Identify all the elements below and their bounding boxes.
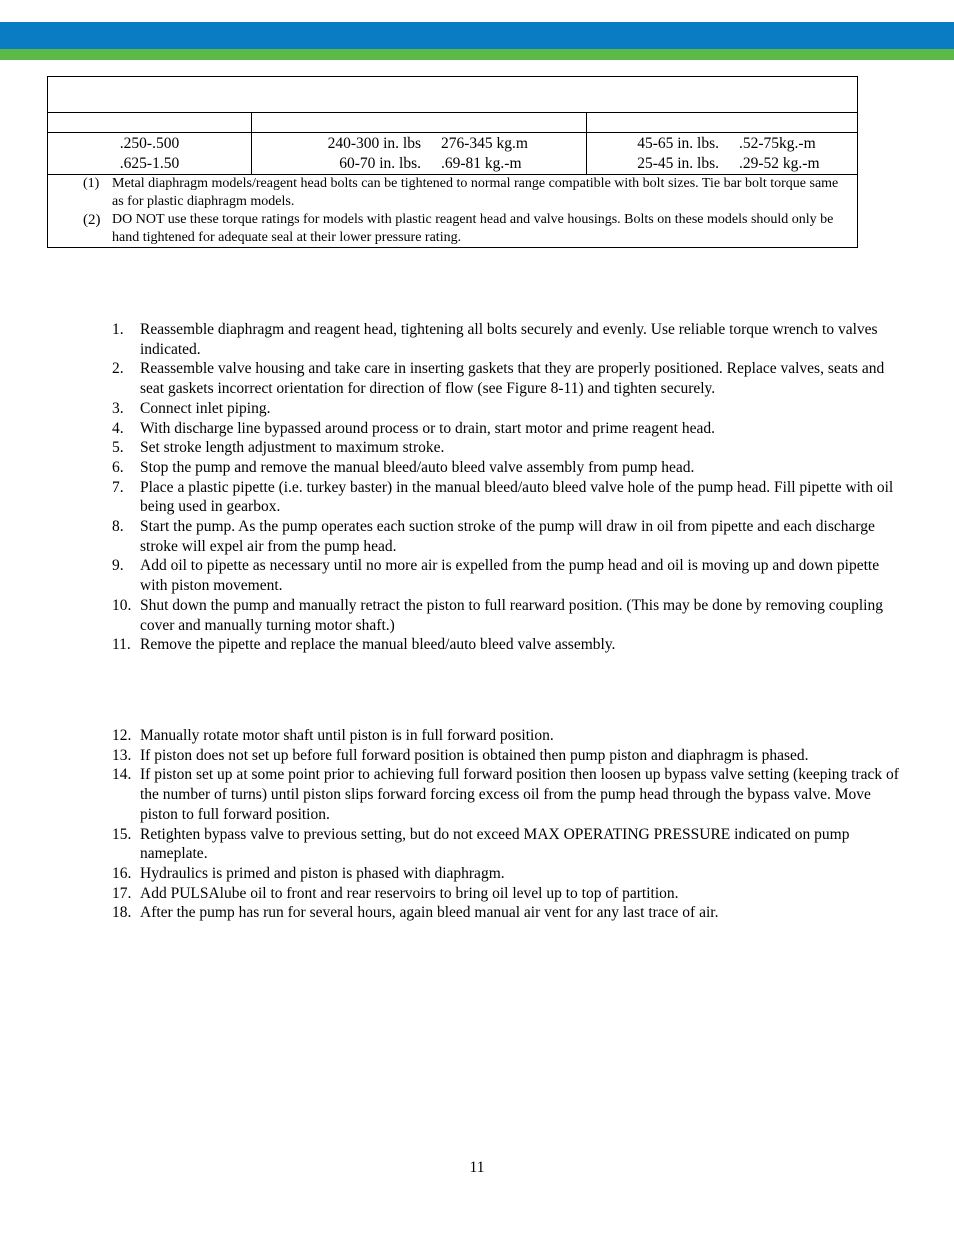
procedure-step: [112, 399, 902, 419]
bolt-size-value: .250-.500: [119, 135, 180, 152]
bolt-size-value: .625-1.50: [119, 155, 180, 172]
step-number: 3.: [112, 399, 124, 417]
procedure-step: [112, 438, 902, 458]
plastic-torque-pair: [615, 154, 829, 174]
table-note-number: (2): [83, 212, 101, 228]
step-number: 7.: [112, 478, 124, 496]
metal-torque-pair: [297, 154, 541, 174]
procedure-step: [112, 596, 902, 635]
step-number: 14.: [112, 766, 132, 784]
metal-kg-m: 276-345 kg.m: [441, 135, 528, 152]
table-note-text: DO NOT use these torque ratings for models with plastic reagent head and valve housings. Bolts on these models should only be hand tightened for adequate seal at their lower pressure rating.: [112, 212, 834, 245]
plastic-torque-pair: [615, 134, 829, 154]
metal-torque-pair: [297, 134, 541, 154]
table-header-row: [48, 113, 858, 133]
procedure-step: [112, 884, 902, 904]
step-text: With discharge line bypassed around process or to drain, start motor and prime reagent head.: [140, 419, 715, 437]
step-number: 10.: [112, 596, 132, 614]
procedure-step: [112, 825, 902, 864]
procedure-step: [112, 746, 902, 766]
procedure-step: [112, 903, 902, 923]
table-title-row: [48, 77, 858, 113]
table-note-number: (1): [83, 176, 100, 191]
step-text: Hydraulics is primed and piston is phased with diaphragm.: [140, 864, 505, 882]
step-number: 11.: [112, 636, 131, 654]
header-cell-bolt-size: [48, 113, 252, 133]
step-text: Shut down the pump and manually retract the piston to full rearward position. (This may be done by removing coupling cover and manually turning motor shaft.): [140, 596, 883, 634]
table-note-text: Metal diaphragm models/reagent head bolts can be tightened to normal range compatible with bolt sizes. Tie bar bolt torque same as for plastic diaphragm models.: [112, 176, 839, 209]
plastic-in-lbs: 25-45 in. lbs.: [637, 155, 719, 172]
procedure-step: [112, 864, 902, 884]
table-notes-row: [48, 175, 858, 248]
header-band-blue: [0, 22, 954, 49]
procedure-step: [112, 419, 902, 439]
procedure-step: [112, 765, 902, 824]
table-notes-cell: [48, 175, 858, 248]
step-text: Add oil to pipette as necessary until no more air is expelled from the pump head and oil is moving up and down pipette with piston movement.: [140, 557, 880, 595]
procedure-step: [112, 458, 902, 478]
step-number: 1.: [112, 321, 124, 338]
step-number: 4.: [112, 419, 124, 437]
table-note: [48, 175, 847, 211]
step-text: Set stroke length adjustment to maximum stroke.: [140, 439, 445, 457]
torque-table: [47, 76, 858, 248]
table-note: [48, 211, 847, 247]
step-number: 6.: [112, 458, 124, 476]
step-text: If piston set up at some point prior to achieving full forward position then loosen up bypass valve setting (keeping track of the number of turns) until piston slips forward forcing excess oil from the pump head through the bypass valve. Move piston to full forward position.: [140, 766, 899, 823]
metal-in-lbs: 240-300 in. lbs: [327, 135, 421, 152]
step-text: Reassemble diaphragm and reagent head, tightening all bolts securely and evenly. Use reliable torque wrench to valves indicated.: [140, 321, 878, 358]
step-number: 16.: [112, 864, 132, 882]
table-data-row: [48, 133, 858, 175]
step-number: 15.: [112, 825, 132, 843]
metal-torque-cell: [252, 133, 587, 175]
procedure-steps-part-1: [112, 320, 902, 655]
procedure-step: [112, 320, 902, 359]
procedure-steps-part-2: [112, 726, 902, 923]
procedure-step: [112, 517, 902, 556]
step-number: 9.: [112, 557, 124, 575]
step-number: 12.: [112, 727, 132, 744]
plastic-in-lbs: 45-65 in. lbs.: [637, 135, 719, 152]
procedure-step: [112, 359, 902, 398]
procedure-step: [112, 478, 902, 517]
header-cell-plastic: [587, 113, 858, 133]
procedure-step: [112, 556, 902, 595]
step-text: Manually rotate motor shaft until piston is in full forward position.: [140, 727, 554, 744]
step-number: 18.: [112, 904, 132, 922]
step-text: Reassemble valve housing and take care in inserting gaskets that they are properly positioned. Replace valves, seats and seat gaskets incorrect orientation for direction of flow (see Figure 8-11) and tighten securely.: [140, 360, 885, 398]
header-cell-metal: [252, 113, 587, 133]
step-text: Place a plastic pipette (i.e. turkey baster) in the manual bleed/auto bleed valve hole of the pump head. Fill pipette with oil being used in gearbox.: [140, 478, 894, 516]
step-number: 2.: [112, 360, 124, 378]
step-text: Remove the pipette and replace the manual bleed/auto bleed valve assembly.: [140, 636, 616, 654]
plastic-kg-m: .29-52 kg.-m: [739, 155, 820, 172]
metal-in-lbs: 60-70 in. lbs.: [339, 155, 421, 172]
step-number: 13.: [112, 746, 132, 764]
plastic-torque-cell: [587, 133, 858, 175]
page-number: 11: [469, 1159, 485, 1176]
step-text: Stop the pump and remove the manual bleed/auto bleed valve assembly from pump head.: [140, 458, 695, 476]
step-text: Start the pump. As the pump operates each suction stroke of the pump will draw in oil from pipette and each discharge stroke will expel air from the pump head.: [140, 518, 875, 555]
step-text: Connect inlet piping.: [140, 399, 271, 417]
bolt-size-cell: [48, 133, 252, 175]
step-number: 17.: [112, 884, 132, 902]
procedure-step: [112, 635, 902, 655]
step-text: Add PULSAlube oil to front and rear reservoirs to bring oil level up to top of partition.: [140, 884, 679, 902]
step-text: Retighten bypass valve to previous setting, but do not exceed MAX OPERATING PRESSURE indicated on pump nameplate.: [140, 825, 850, 863]
table-title-cell: [48, 77, 858, 113]
step-number: 5.: [112, 439, 124, 457]
metal-kg-m: .69-81 kg.-m: [441, 155, 522, 172]
procedure-step: [112, 726, 902, 746]
header-band-green: [0, 49, 954, 60]
step-text: If piston does not set up before full forward position is obtained then pump piston and diaphragm is phased.: [140, 746, 809, 764]
table-notes-list: [48, 175, 847, 247]
plastic-kg-m: .52-75kg.-m: [739, 135, 816, 152]
step-text: After the pump has run for several hours, again bleed manual air vent for any last trace of air.: [140, 904, 719, 922]
step-number: 8.: [112, 518, 124, 536]
